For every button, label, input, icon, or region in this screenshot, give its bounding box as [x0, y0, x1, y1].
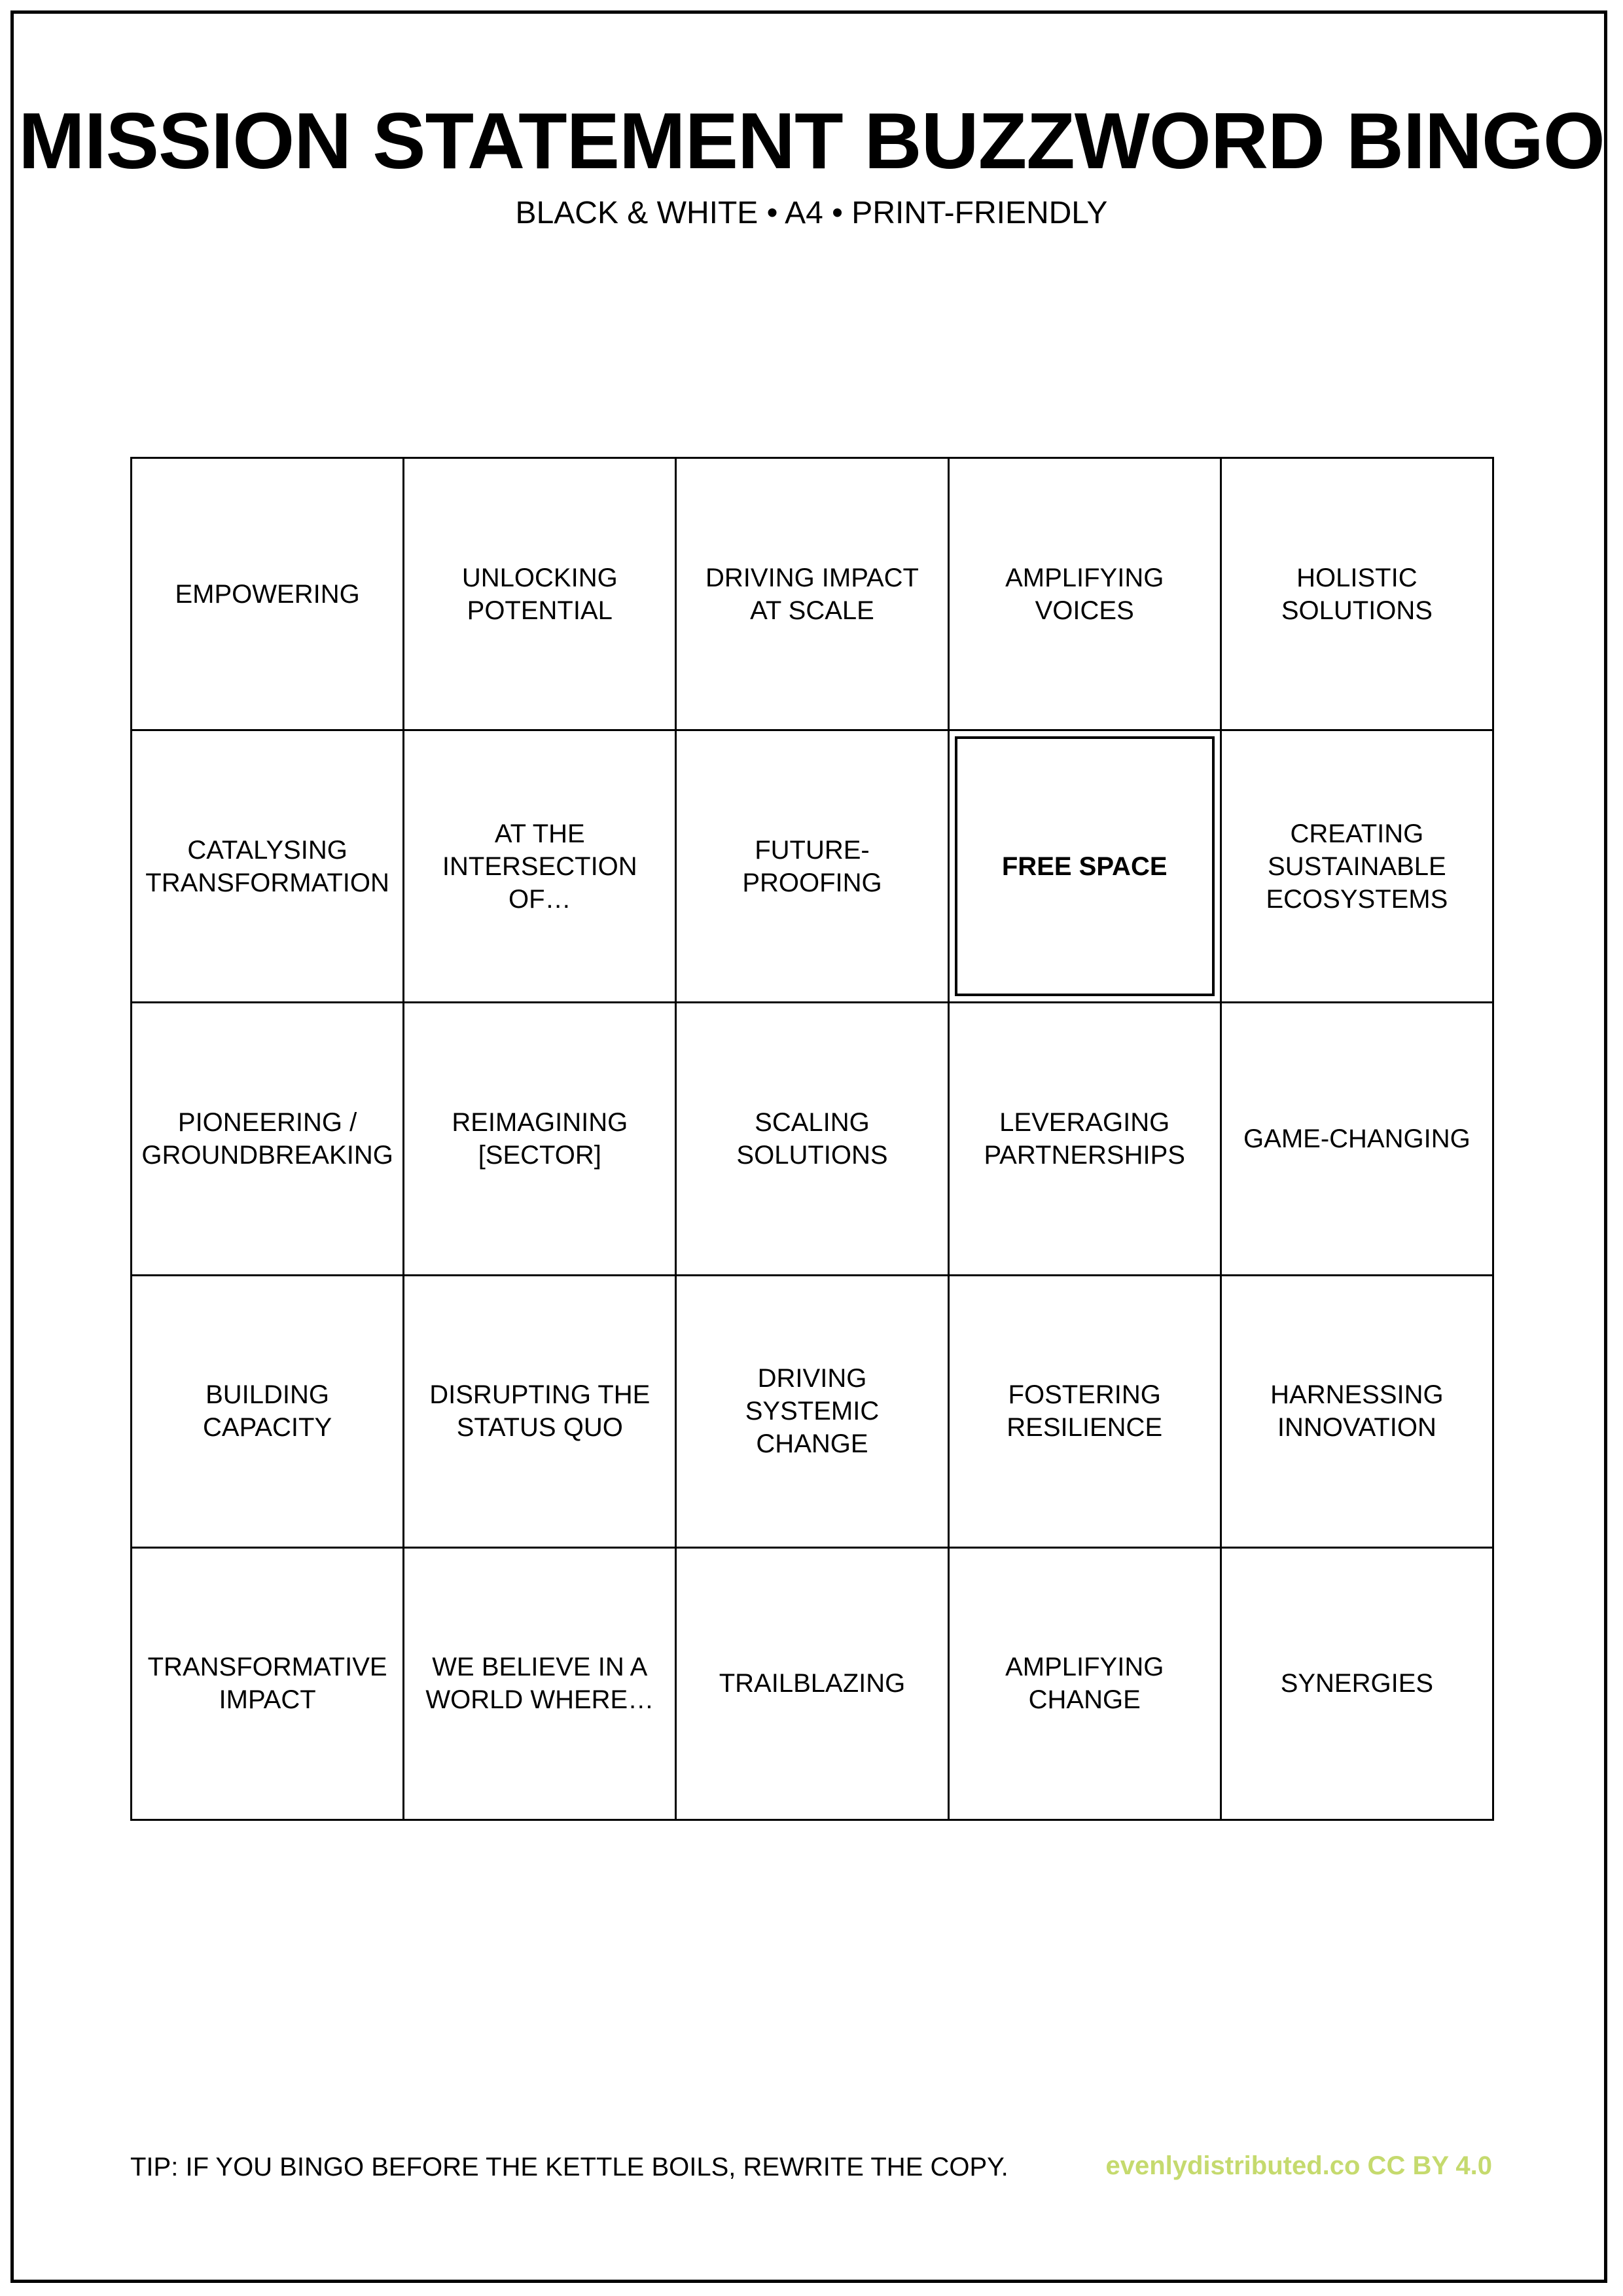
free-space-cell[interactable] — [950, 731, 1222, 1003]
bingo-cell-label: PIONEERING / GROUNDBREAKING — [141, 1107, 393, 1170]
bingo-cell-label: AT THE INTERSECTION OF… — [442, 819, 637, 914]
bingo-cell[interactable] — [677, 731, 949, 1003]
bingo-cell-label: GAME-CHANGING — [1243, 1124, 1471, 1153]
bingo-cell[interactable] — [950, 1549, 1222, 1821]
bingo-cell[interactable] — [1222, 1003, 1494, 1276]
bingo-cell[interactable] — [404, 1003, 677, 1276]
bingo-cell[interactable] — [132, 459, 404, 731]
bingo-cell[interactable] — [1222, 1549, 1494, 1821]
bingo-cell-label: SYNERGIES — [1280, 1669, 1434, 1698]
free-space-label: FREE SPACE — [1001, 852, 1168, 881]
bingo-cell[interactable] — [677, 1276, 949, 1549]
bingo-cell-label: LEVERAGING PARTNERSHIPS — [984, 1107, 1185, 1170]
bingo-cell-label: DRIVING SYSTEMIC CHANGE — [745, 1364, 880, 1459]
bingo-cell-label: FOSTERING RESILIENCE — [1007, 1380, 1163, 1443]
bingo-cell-label: BUILDING CAPACITY — [203, 1380, 332, 1443]
bingo-cell-label: WE BELIEVE IN A WORLD WHERE… — [425, 1653, 654, 1715]
bingo-cell[interactable] — [404, 1549, 677, 1821]
bingo-cell[interactable] — [132, 731, 404, 1003]
bingo-cell[interactable] — [132, 1276, 404, 1549]
bingo-cell-label: HARNESSING INNOVATION — [1270, 1380, 1444, 1443]
bingo-cell-label: SCALING SOLUTIONS — [736, 1107, 888, 1170]
bingo-cell[interactable] — [677, 459, 949, 731]
bingo-cell-label: FUTURE-PROOFING — [742, 835, 882, 897]
bingo-grid — [130, 457, 1494, 1821]
bingo-cell[interactable] — [1222, 459, 1494, 731]
footer-credit: evenlydistributed.co CC BY 4.0 — [1105, 2151, 1492, 2180]
bingo-cell[interactable] — [404, 731, 677, 1003]
bingo-cell-label: REIMAGINING [SECTOR] — [452, 1107, 628, 1170]
bingo-cell[interactable] — [404, 1276, 677, 1549]
bingo-cell[interactable] — [132, 1003, 404, 1276]
bingo-cell[interactable] — [950, 1276, 1222, 1549]
bingo-cell-label: UNLOCKING POTENTIAL — [461, 563, 618, 625]
bingo-cell[interactable] — [132, 1549, 404, 1821]
bingo-cell[interactable] — [404, 459, 677, 731]
bingo-cell-label: HOLISTIC SOLUTIONS — [1281, 563, 1433, 625]
bingo-cell-label: DISRUPTING THE STATUS QUO — [429, 1380, 651, 1443]
bingo-cell[interactable] — [677, 1549, 949, 1821]
bingo-cell-label: CATALYSING TRANSFORMATION — [145, 835, 389, 897]
page-title: MISSION STATEMENT BUZZWORD BINGO — [18, 96, 1605, 185]
bingo-cell-label: CREATING SUSTAINABLE ECOSYSTEMS — [1266, 819, 1448, 914]
bingo-cell[interactable] — [1222, 1276, 1494, 1549]
bingo-cell-label: EMPOWERING — [175, 579, 360, 609]
bingo-cell-label: AMPLIFYING CHANGE — [1005, 1653, 1164, 1715]
page-subtitle: BLACK & WHITE • A4 • PRINT-FRIENDLY — [515, 196, 1108, 230]
bingo-cell[interactable] — [1222, 731, 1494, 1003]
bingo-cell-label: TRANSFORMATIVE IMPACT — [147, 1653, 387, 1715]
bingo-cell-label: AMPLIFYING VOICES — [1005, 563, 1164, 625]
bingo-cell-label: DRIVING IMPACT AT SCALE — [705, 563, 919, 625]
bingo-cell[interactable] — [677, 1003, 949, 1276]
bingo-cell[interactable] — [950, 459, 1222, 731]
footer-tip: TIP: IF YOU BINGO BEFORE THE KETTLE BOILS, REWRITE THE COPY. — [130, 2153, 1008, 2181]
bingo-cell[interactable] — [950, 1003, 1222, 1276]
bingo-cell-label: TRAILBLAZING — [719, 1669, 906, 1698]
